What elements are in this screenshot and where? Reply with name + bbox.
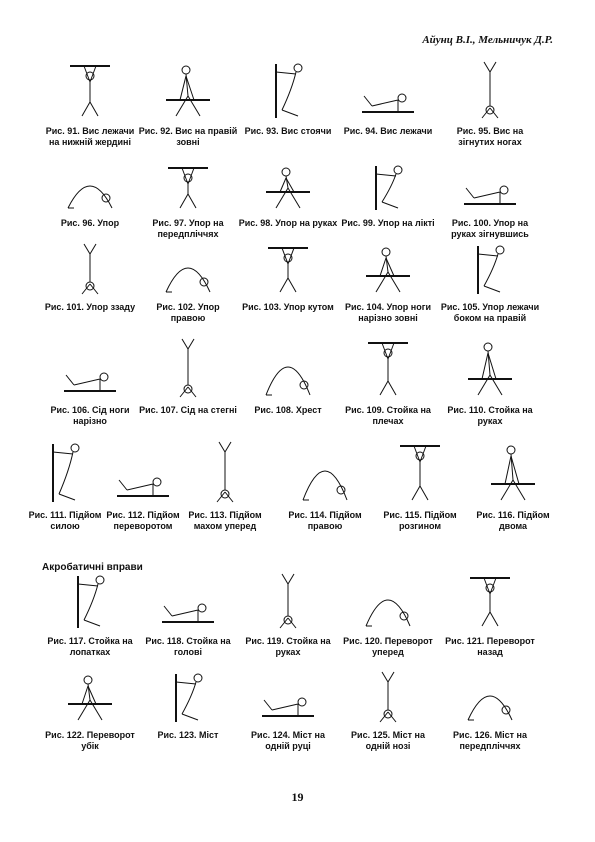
figure-item bbox=[338, 240, 438, 324]
figure-caption: Рис. 126. Міст на передпліччях bbox=[453, 730, 527, 751]
gymnast-figure-illustration bbox=[158, 335, 218, 399]
figure-caption: Рис. 96. Упор bbox=[60, 218, 120, 228]
figure-caption: Рис. 125. Міст на одній нозі bbox=[351, 730, 425, 751]
figure-caption: Рис. 102. Упор правою bbox=[156, 302, 220, 323]
figure-item bbox=[138, 335, 238, 416]
gymnast-figure-illustration bbox=[60, 335, 120, 399]
figure-item bbox=[138, 570, 238, 658]
figure-caption: Рис. 116. Підйом двома bbox=[476, 510, 550, 531]
gymnast-figure-illustration bbox=[460, 668, 520, 724]
gymnast-figure-illustration bbox=[460, 335, 520, 399]
figure-caption: Рис. 95. Вис на зігнутих ногах bbox=[456, 126, 524, 147]
figure-caption: Рис. 94. Вис лежачи bbox=[343, 126, 433, 136]
gymnast-figure-illustration bbox=[358, 570, 418, 630]
figure-item bbox=[280, 438, 370, 532]
figure-item bbox=[440, 570, 540, 658]
figure-item bbox=[238, 160, 338, 229]
figure-caption: Рис. 108. Хрест bbox=[254, 405, 322, 415]
figure-item bbox=[238, 240, 338, 313]
gymnast-figure-illustration bbox=[258, 58, 318, 120]
gymnast-figure-illustration bbox=[258, 570, 318, 630]
gymnast-figure-illustration bbox=[158, 668, 218, 724]
gymnast-figure-illustration bbox=[358, 160, 418, 212]
figure-item bbox=[238, 335, 338, 416]
figure-item bbox=[468, 438, 558, 532]
figure-item bbox=[40, 58, 140, 148]
gymnast-figure-illustration bbox=[460, 240, 520, 296]
figure-item bbox=[138, 668, 238, 741]
figure-caption: Рис. 117. Стойка на лопатках bbox=[47, 636, 133, 657]
figure-caption: Рис. 113. Підйом махом уперед bbox=[188, 510, 262, 531]
gymnast-figure-illustration bbox=[158, 160, 218, 212]
figure-caption: Рис. 98. Упор на руках bbox=[238, 218, 338, 228]
figure-item bbox=[138, 58, 238, 148]
page-header-authors: Айунц В.І., Мельничук Д.Р. bbox=[422, 34, 553, 46]
figure-item bbox=[40, 668, 140, 752]
figure-item bbox=[338, 570, 438, 658]
gymnast-figure-illustration bbox=[358, 668, 418, 724]
gymnast-figure-illustration bbox=[60, 240, 120, 296]
figure-item bbox=[40, 160, 140, 229]
page-number: 19 bbox=[291, 790, 304, 804]
figure-caption: Рис. 109. Стойка на плечах bbox=[345, 405, 431, 426]
gymnast-figure-illustration bbox=[258, 335, 318, 399]
figure-item bbox=[338, 58, 438, 137]
figure-caption: Рис. 97. Упор на передпліччях bbox=[152, 218, 224, 239]
figure-caption: Рис. 124. Міст на одній руці bbox=[251, 730, 325, 751]
figure-caption: Рис. 105. Упор лежачи боком на правій bbox=[440, 302, 540, 323]
figure-item bbox=[40, 335, 140, 427]
gymnast-figure-illustration bbox=[460, 58, 520, 120]
figure-item bbox=[238, 58, 338, 137]
figure-item bbox=[40, 240, 140, 313]
figure-caption: Рис. 104. Упор ноги нарізно зовні bbox=[345, 302, 431, 323]
gymnast-figure-illustration bbox=[483, 438, 543, 504]
figure-caption: Рис. 100. Упор на руках зігнувшись bbox=[451, 218, 529, 239]
figure-item bbox=[338, 160, 438, 229]
figure-caption: Рис. 93. Вис стоячи bbox=[244, 126, 332, 136]
figure-caption: Рис. 92. Вис на правій зовні bbox=[138, 126, 238, 147]
figure-item bbox=[440, 160, 540, 240]
figure-item bbox=[238, 668, 338, 752]
gymnast-figure-illustration bbox=[60, 570, 120, 630]
figure-item bbox=[98, 438, 188, 532]
figure-item bbox=[375, 438, 465, 532]
figure-item bbox=[440, 335, 540, 427]
figure-item bbox=[338, 335, 438, 427]
gymnast-figure-illustration bbox=[358, 240, 418, 296]
figure-caption: Рис. 123. Міст bbox=[157, 730, 219, 740]
gymnast-figure-illustration bbox=[295, 438, 355, 504]
gymnast-figure-illustration bbox=[358, 335, 418, 399]
figure-item bbox=[20, 438, 110, 532]
gymnast-figure-illustration bbox=[158, 240, 218, 296]
gymnast-figure-illustration bbox=[195, 438, 255, 504]
figure-caption: Рис. 103. Упор кутом bbox=[242, 302, 334, 312]
figure-caption: Рис. 122. Переворот убік bbox=[45, 730, 135, 751]
figure-caption: Рис. 115. Підйом розгином bbox=[383, 510, 457, 531]
figure-caption: Рис. 112. Підйом переворотом bbox=[106, 510, 180, 531]
figure-item bbox=[138, 160, 238, 240]
figure-item bbox=[180, 438, 270, 532]
figure-item bbox=[338, 668, 438, 752]
figure-caption: Рис. 91. Вис лежачи на нижній жердині bbox=[45, 126, 135, 147]
gymnast-figure-illustration bbox=[258, 668, 318, 724]
gymnast-figure-illustration bbox=[35, 438, 95, 504]
gymnast-figure-illustration bbox=[460, 160, 520, 212]
figure-caption: Рис. 114. Підйом правою bbox=[288, 510, 362, 531]
figure-caption: Рис. 101. Упор ззаду bbox=[44, 302, 136, 312]
gymnast-figure-illustration bbox=[158, 570, 218, 630]
gymnast-figure-illustration bbox=[358, 58, 418, 120]
figure-caption: Рис. 111. Підйом силою bbox=[28, 510, 102, 531]
gymnast-figure-illustration bbox=[258, 240, 318, 296]
gymnast-figure-illustration bbox=[60, 160, 120, 212]
figure-caption: Рис. 118. Стойка на голові bbox=[145, 636, 231, 657]
figure-item bbox=[238, 570, 338, 658]
figure-item bbox=[440, 668, 540, 752]
figure-caption: Рис. 121. Переворот назад bbox=[445, 636, 535, 657]
figure-caption: Рис. 120. Переворот уперед bbox=[343, 636, 433, 657]
gymnast-figure-illustration bbox=[460, 570, 520, 630]
gymnast-figure-illustration bbox=[258, 160, 318, 212]
gymnast-figure-illustration bbox=[60, 668, 120, 724]
figure-item bbox=[440, 240, 540, 324]
gymnast-figure-illustration bbox=[113, 438, 173, 504]
figure-item bbox=[40, 570, 140, 658]
figure-item bbox=[440, 58, 540, 148]
gymnast-figure-illustration bbox=[60, 58, 120, 120]
figure-caption: Рис. 107. Сід на стегні bbox=[139, 405, 237, 415]
figure-caption: Рис. 119. Стойка на руках bbox=[245, 636, 331, 657]
figure-item bbox=[138, 240, 238, 324]
section-title: Акробатичні вправи bbox=[42, 562, 143, 573]
figure-caption: Рис. 110. Стойка на руках bbox=[447, 405, 533, 426]
figure-caption: Рис. 106. Сід ноги нарізно bbox=[50, 405, 130, 426]
gymnast-figure-illustration bbox=[158, 58, 218, 120]
figure-caption: Рис. 99. Упор на лікті bbox=[341, 218, 435, 228]
gymnast-figure-illustration bbox=[390, 438, 450, 504]
